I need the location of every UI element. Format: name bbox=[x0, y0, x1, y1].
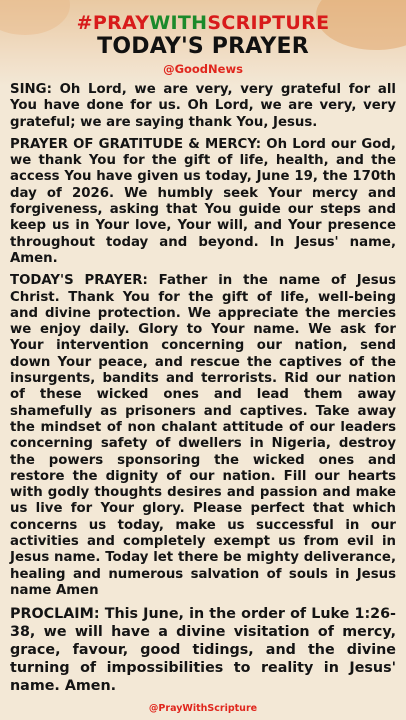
header bbox=[0, 0, 406, 77]
page-title: TODAY'S PRAYER bbox=[97, 34, 309, 59]
prayer-body bbox=[10, 82, 396, 701]
todays-prayer-section: TODAY'S PRAYER: Father in the name of Jesus Christ. Thank You for the gift of life, well-being and divine protection. We appreciate the mercies we enjoy daily. Glory to Your name. We ask for Your intervention concerning our nation, send down Your peace, and rescue the captives of the insurgents, bandits and terrorists. Rid our nation of these wicked ones and lead them away shamefully as prisoners and captives. Take away the mindset of non chalant attitude of our leaders concerning safety of dwellers in Nigeria, destroy the powers sponsoring the wicked ones and restore the dignity of our nation. Fill our hearts with godly thoughts desires and passion and make us live for Your glory. Please perfect that which concerns us today, make us successful in our activities and completely exempt us from evil in Jesus name. Today let there be mighty deliverance, healing and numerous salvation of souls in Jesus name Amen bbox=[10, 273, 396, 598]
footer-handle: @PrayWithScripture bbox=[148, 703, 258, 714]
hashtag-banner bbox=[0, 12, 406, 34]
source-handle: @GoodNews bbox=[163, 62, 243, 76]
proclaim-section: PROCLAIM: This June, in the order of Luke 1:26-38, we will have a divine visitation of mercy, grace, favour, good tidings, and the divine turning of impossibilities to reality in Jesus' name. Amen. bbox=[10, 606, 396, 695]
hashtag-pray: PRAY bbox=[92, 12, 150, 34]
hashtag-scripture: SCRIPTURE bbox=[207, 12, 330, 34]
hashtag-with: WITH bbox=[149, 12, 208, 34]
gratitude-mercy-section: PRAYER OF GRATITUDE & MERCY: Oh Lord our God, we thank You for the gift of life, health, and the access You have given us today, June 19, the 170th day of 2026. We humbly seek Your mercy and forgiveness, asking that You guide our steps and keep us in Your love, Your will, and Your presence throughout today and beyond. In Jesus' name, Amen. bbox=[10, 136, 396, 266]
hashtag-hash: # bbox=[76, 12, 93, 34]
sing-section: SING: Oh Lord, we are very, very grateful for all You have done for us. Oh Lord, we are very, very grateful; we are saying thank You, Jesus. bbox=[10, 82, 396, 130]
